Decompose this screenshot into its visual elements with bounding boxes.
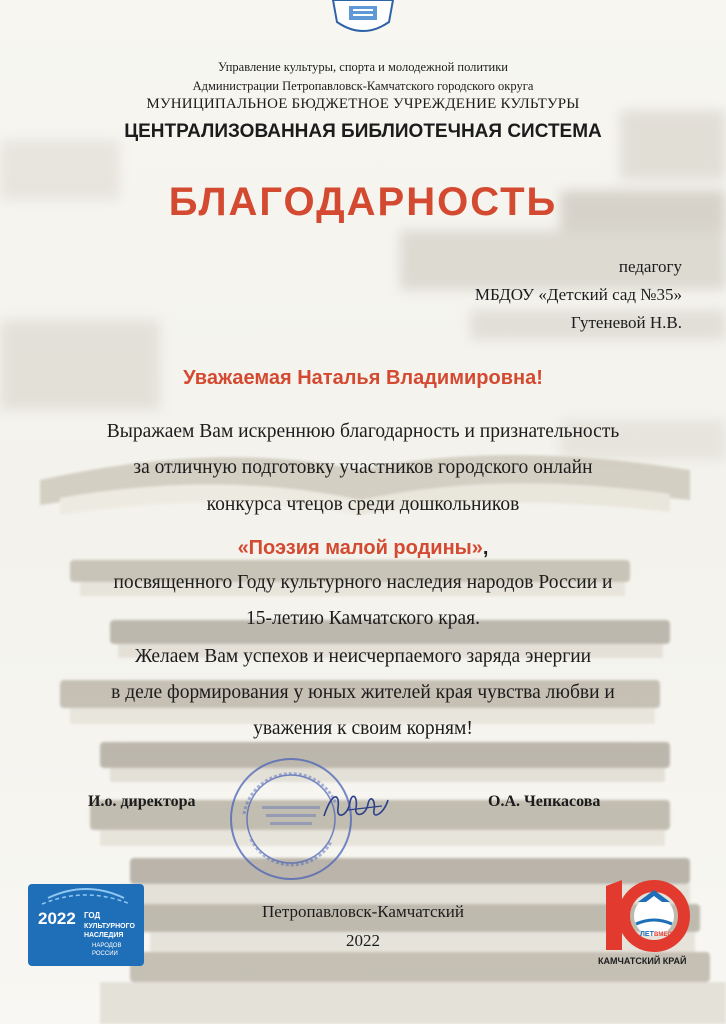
logo-2022-line2: НАСЛЕДИЯ [84,932,124,939]
body-line-6: Желаем Вам успехов и неисчерпаемого заряда энергии [134,646,592,667]
contest-line [0,537,726,560]
year-of-cultural-heritage-logo [28,884,144,966]
greeting: Уважаемая Наталья Владимировна! [183,367,543,389]
logo-2022-line4: РОССИИ [92,951,118,957]
footer-year: 2022 [346,931,380,950]
body-line-7: в деле формирования у юных жителей края чувства любви и [111,682,615,703]
contest-comma: , [482,537,489,559]
kam-logo-years: ЛЕТ [640,931,654,938]
kam-logo-together: ВМЕСТЕ [654,932,680,938]
body-line-4: посвященного Году культурного наследия народов России и [113,572,613,593]
body-line-5: 15-летию Камчатского края. [246,608,480,629]
body-line-1: Выражаем Вам искреннюю благодарность и признательность [106,421,620,442]
signatory-position: И.о. директора [88,793,196,810]
certificate-title: БЛАГОДАРНОСТЬ [168,180,558,224]
handwritten-signature [318,786,398,826]
header-institution-name: ЦЕНТРАЛИЗОВАННАЯ БИБЛИОТЕЧНАЯ СИСТЕМА [124,121,602,142]
body-line-2: за отличную подготовку участников городского онлайн [133,457,593,478]
body-line-8: уважения к своим корням! [253,718,473,739]
contest-name: «Поэзия малой родины» [237,537,483,559]
header-administration: Администрации Петропавловск-Камчатского городского округа [192,79,534,93]
kam-logo-caption: КАМЧАТСКИЙ КРАЙ [598,956,687,966]
signatory-name: О.А. Чепкасова [488,793,601,810]
logo-2022-line3: НАРОДОВ [92,943,122,949]
kamchatka-15-years-logo [596,872,706,972]
footer-city: Петропавловск-Камчатский [262,902,464,921]
recipient-role: педагогу [618,257,682,276]
header-department: Управление культуры, спорта и молодежной политики [217,60,509,74]
header-institution-type: МУНИЦИПАЛЬНОЕ БЮДЖЕТНОЕ УЧРЕЖДЕНИЕ КУЛЬТУРЫ [146,96,580,112]
logo-2022-year: 2022 [38,909,76,928]
recipient-organization: МБДОУ «Детский сад №35» [474,285,682,304]
recipient-name: Гутеневой Н.В. [570,313,682,332]
logo-2022-line1: КУЛЬТУРНОГО [84,923,135,930]
logo-2022-word: ГОД [84,911,101,920]
body-line-3: конкурса чтецов среди дошкольников [206,494,520,515]
